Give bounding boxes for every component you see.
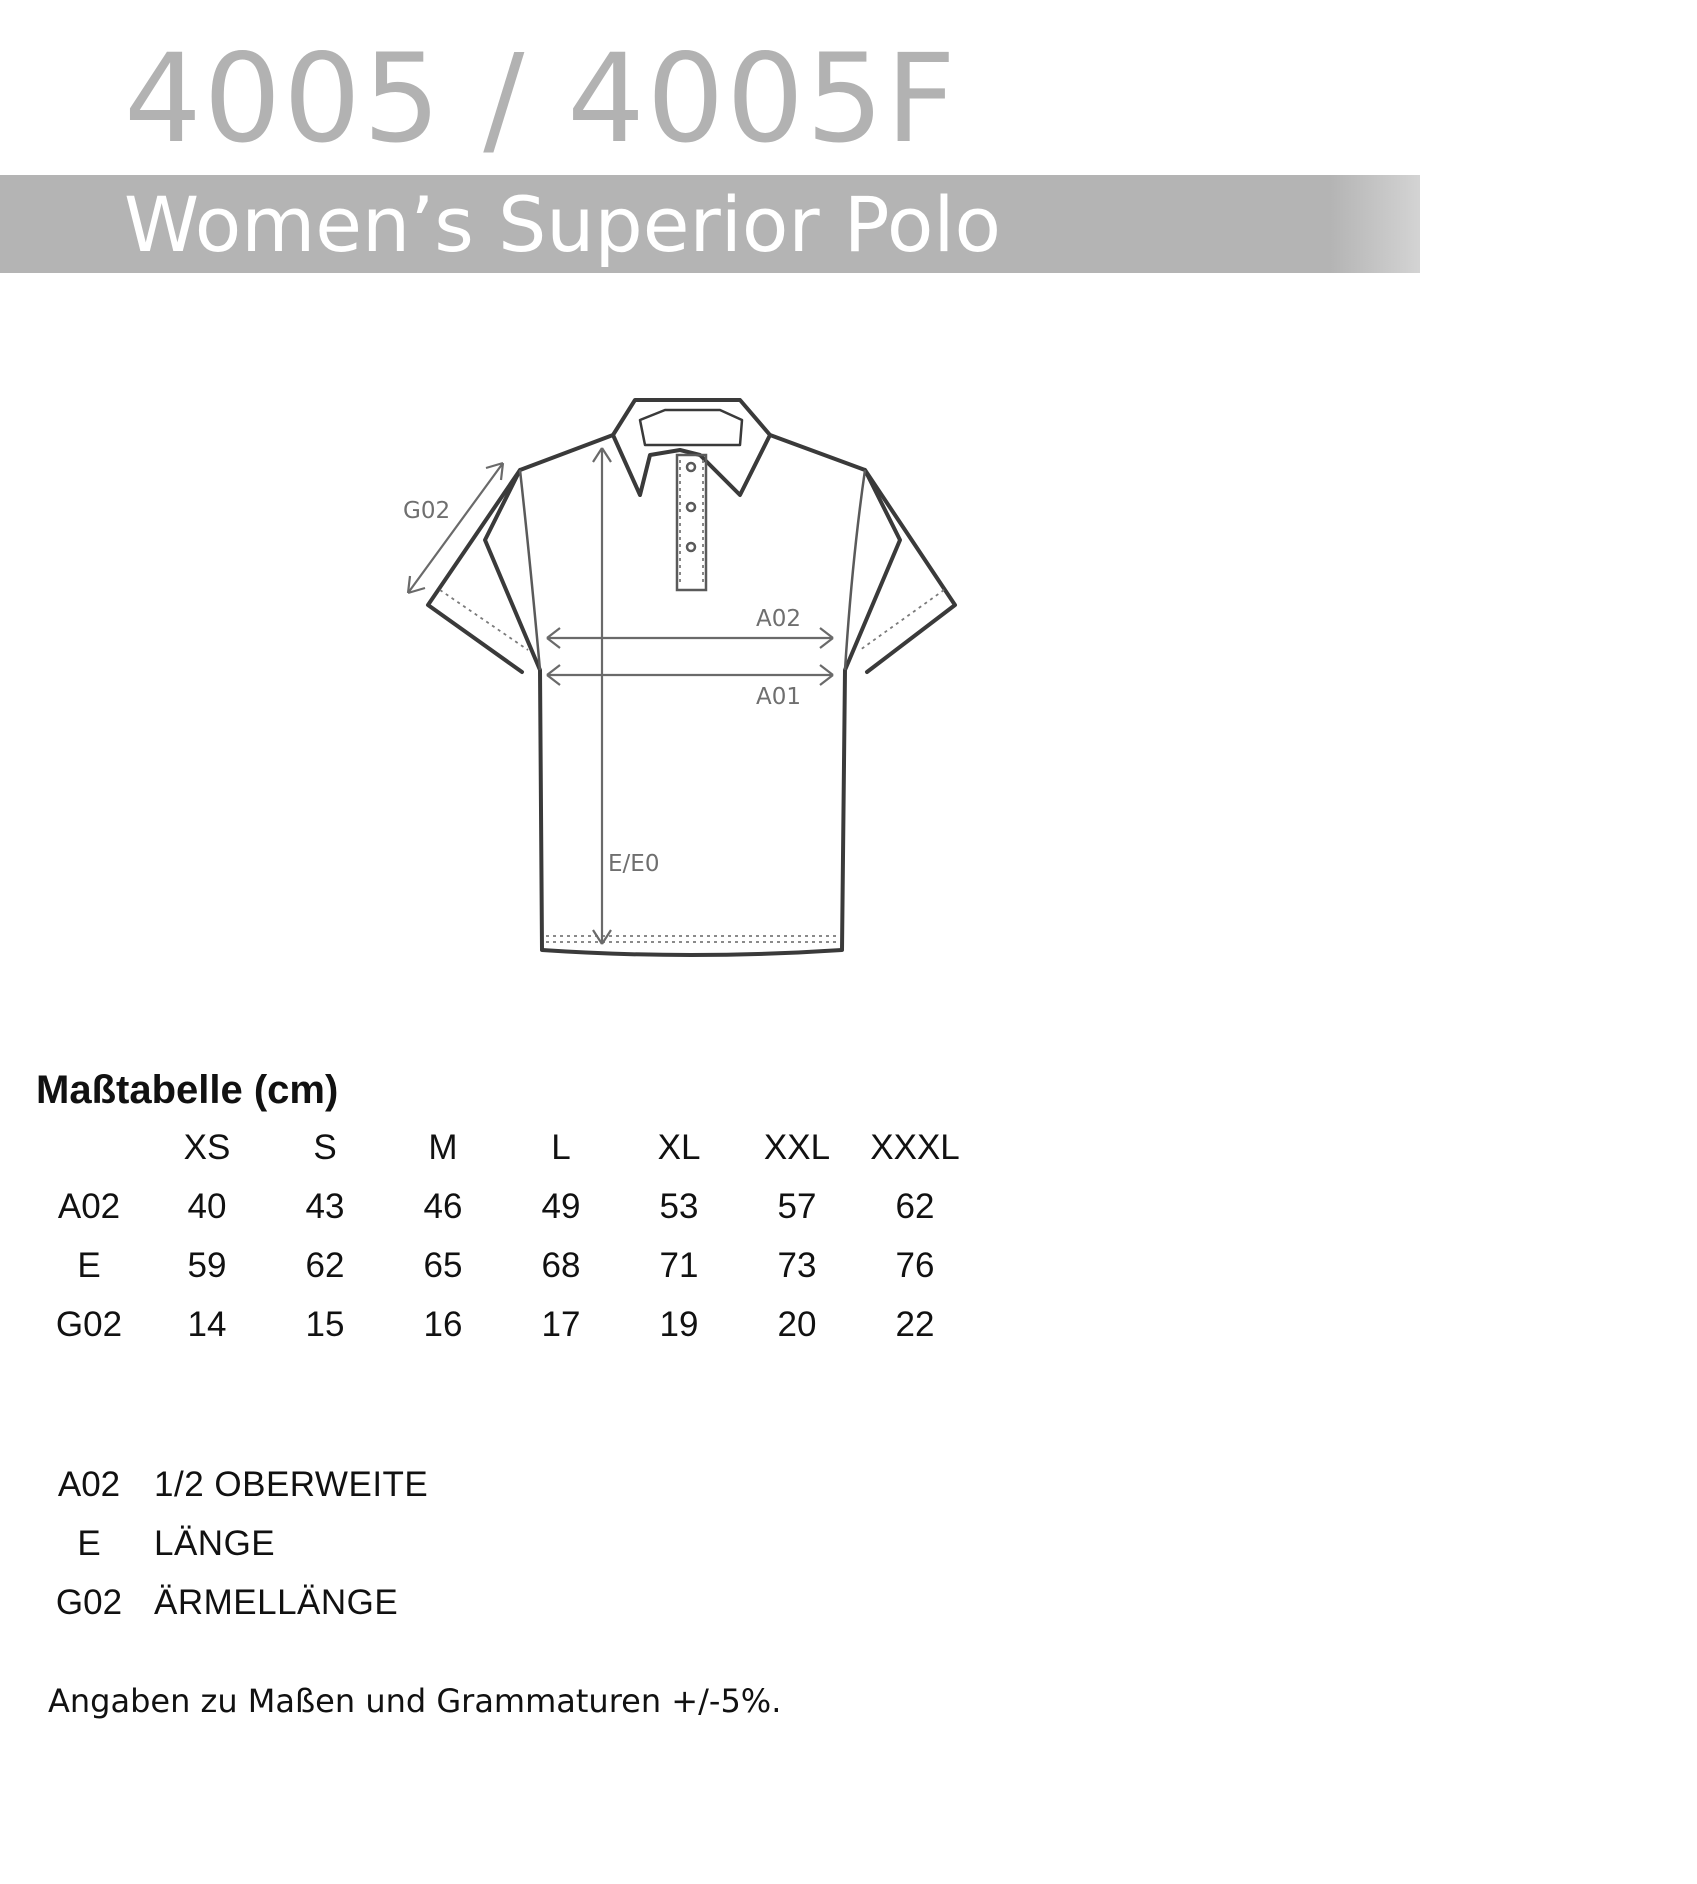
table-cell: 17	[541, 1304, 581, 1344]
table-row	[30, 1177, 974, 1236]
table-cell: 20	[777, 1304, 817, 1344]
label-length: E/E0	[608, 851, 660, 877]
table-row	[30, 1236, 974, 1295]
title-band-fade	[1330, 175, 1420, 273]
g02-arrow	[408, 463, 503, 593]
table-cell: 65	[423, 1245, 463, 1285]
legend-code: G02	[55, 1582, 123, 1622]
table-cell: 62	[895, 1186, 935, 1226]
collar	[613, 400, 770, 495]
model-number: 4005 / 4005F	[124, 28, 958, 170]
a01-arrow	[547, 665, 833, 685]
label-a01: A01	[756, 684, 802, 710]
size-header-row	[30, 1118, 974, 1177]
table-cell: 16	[423, 1304, 463, 1344]
table-cell: 14	[187, 1304, 227, 1344]
collar-inner	[640, 410, 742, 445]
table-cell: 62	[305, 1245, 345, 1285]
placket	[677, 455, 706, 590]
measurement-legend	[30, 1455, 428, 1632]
size-header-cell: XL	[657, 1127, 701, 1167]
legend-code: A02	[57, 1464, 121, 1504]
legend-code: E	[77, 1523, 101, 1563]
right-side-seam	[845, 470, 865, 670]
table-cell: 15	[305, 1304, 345, 1344]
size-header-cell: XS	[183, 1127, 231, 1167]
size-header-corner	[30, 1118, 148, 1177]
size-header-cell: XXXL	[870, 1127, 960, 1167]
placket-stitch	[680, 460, 703, 585]
table-cell: 49	[541, 1186, 581, 1226]
table-cell: 43	[305, 1186, 345, 1226]
label-g02: G02	[403, 498, 451, 524]
row-label: A02	[57, 1186, 121, 1226]
legend-item	[30, 1455, 428, 1514]
legend-item	[30, 1573, 428, 1632]
left-side-seam	[520, 470, 540, 670]
title-band	[0, 175, 1420, 273]
table-cell: 73	[777, 1245, 817, 1285]
table-cell: 71	[659, 1245, 699, 1285]
polo-shirt-diagram	[390, 380, 990, 980]
button-2	[687, 503, 695, 511]
shirt-body-outline	[485, 435, 900, 955]
legend-text: ÄRMELLÄNGE	[154, 1582, 399, 1622]
table-cell: 40	[187, 1186, 227, 1226]
left-cuff-stitch	[440, 590, 528, 650]
table-cell: 46	[423, 1186, 463, 1226]
table-cell: 53	[659, 1186, 699, 1226]
legend-text: LÄNGE	[154, 1523, 276, 1563]
table-cell: 19	[659, 1304, 699, 1344]
size-table	[30, 1118, 974, 1354]
size-header-cell: S	[313, 1127, 337, 1167]
table-cell: 59	[187, 1245, 227, 1285]
size-header-cell: M	[428, 1127, 458, 1167]
row-label: G02	[55, 1304, 123, 1344]
polo-shirt-drawing	[390, 380, 990, 980]
label-a02: A02	[756, 606, 802, 632]
size-header-cell: L	[551, 1127, 571, 1167]
right-cuff-stitch	[860, 590, 944, 650]
legend-text: 1/2 OBERWEITE	[154, 1464, 429, 1504]
row-label: E	[77, 1245, 101, 1285]
size-table-title: Maßtabelle (cm)	[36, 1068, 339, 1112]
table-row	[30, 1295, 974, 1354]
table-cell: 76	[895, 1245, 935, 1285]
table-cell: 68	[541, 1245, 581, 1285]
button-3	[687, 543, 695, 551]
table-cell: 22	[895, 1304, 935, 1344]
tolerance-footnote: Angaben zu Maßen und Grammaturen +/-5%.	[48, 1682, 782, 1720]
product-name: Women’s Superior Polo	[124, 180, 1001, 269]
legend-item	[30, 1514, 428, 1573]
table-cell: 57	[777, 1186, 817, 1226]
size-header-cell: XXL	[763, 1127, 831, 1167]
button-1	[687, 463, 695, 471]
